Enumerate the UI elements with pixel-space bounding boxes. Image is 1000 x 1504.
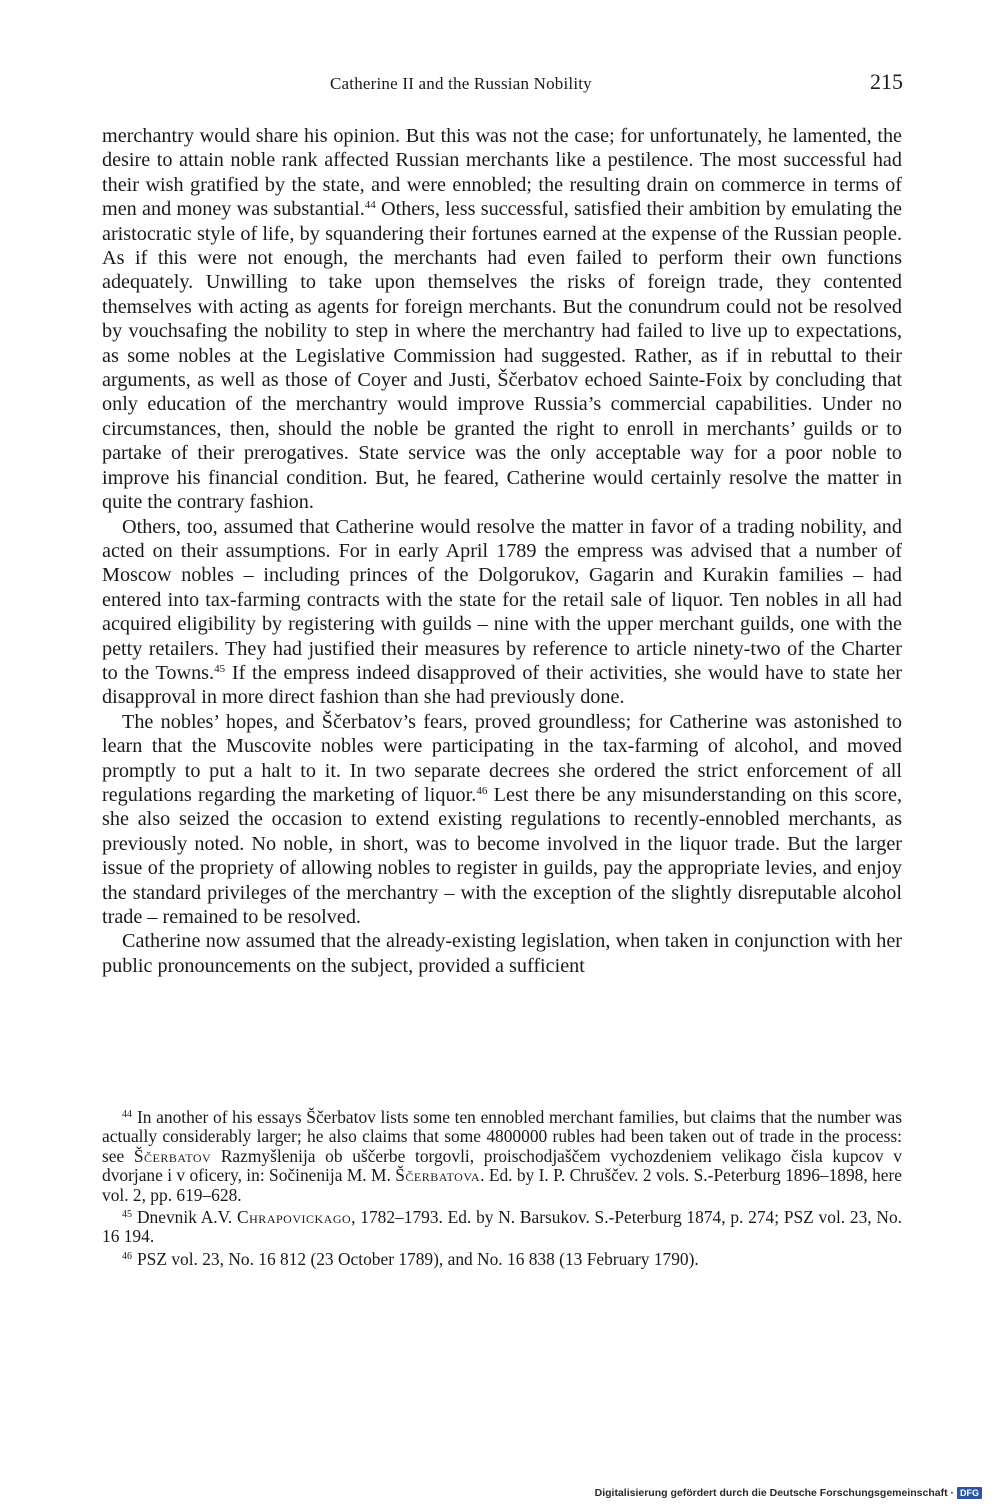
paragraph-1-text-b: Others, less successful, satisfied their ambition by emulating the aristocratic style of life, by squandering their fortunes earned at the expense of the Russian people. As if this were not enough, the merchants had even failed to perform their own functions adequately. Unwilling to take upon themselves the risks of foreign trade, they contented themselves with acting as agents for foreign merchants. But the conundrum could not be resolved by vouchsafing the nobility to step in where the merchantry had failed to live up to expectations, as some nobles at the Legislative Commission had suggested. Rather, as if in rebuttal to their arguments, as well as those of Coyer and Justi, Ščerbatov echoed Sainte-Foix by concluding that only education of the merchantry would improve Russia’s commercial capabilities. Under no circumstances, then, should the noble be granted the right to enroll in merchants’ guilds or to partake of their prerogatives. State service was the only acceptable way for a poor noble to improve his financial condition. But, he feared, Catherine would certainly resolve the matter in quite the contrary fashion. [102,198,902,514]
footnote-author: Ščerbatov [133,1145,212,1166]
footnote-ref-45: 45 [214,662,226,675]
footnote-text: In another of his essays Ščerbatov lists some ten ennobled merchant families, but claims that the number was actually considerably larger; he also claims that some 4800000 rubles had been taken out of trade in the process: see [102,1107,902,1166]
paragraph-2-text-b: If the empress indeed disapproved of their activities, she would have to state her disapproval in more direct fashion than she had previously done. [102,661,902,709]
running-title: Catherine II and the Russian Nobility [330,74,592,93]
paragraph-1 [102,124,902,515]
dfg-logo: DFG [957,1487,982,1499]
footnote-45 [102,1205,902,1247]
footnote-number: 44 [122,1109,132,1120]
footnote-author: Ščerbatova [395,1165,481,1186]
footnotes [102,1105,902,1269]
paragraph-3-text-a: The nobles’ hopes, and Ščerbatov’s fears, proved groundless; for Catherine was astonished to learn that the Muscovite nobles were participating in the tax-farming of alcohol, and moved promptly to put a halt to it. In two separate decrees she ordered the strict enforcement of all regulations regarding the marketing of liquor. [102,710,902,806]
footnote-46 [102,1247,902,1269]
footnote-number: 46 [122,1250,132,1262]
footnote-ref-44: 44 [364,199,376,212]
paragraph-4-text-a: Catherine now assumed that the already-existing legislation, when taken in conjunction with her public pronouncements on the subject, provided a sufficient [102,930,902,977]
credit-text: Digitalisierung gefördert durch die Deutsche Forschungsgemeinschaft · [594,1487,954,1499]
footnote-44 [102,1105,902,1205]
paragraph-3-text-b: Lest there be any misunderstanding on this score, she also seized the occasion to extend existing regulations to recently-ennobled merchants, as previously noted. No noble, in short, was to become involved in the liquor trade. But the larger issue of the propriety of allowing nobles to register in guilds, pay the appropriate levies, and enjoy the standard privileges of the merchantry – with the exception of the slightly disreputable alcohol trade – remained to be resolved. [102,783,902,928]
page-number: 215 [870,69,903,94]
paragraph-2-text-a: Others, too, assumed that Catherine would resolve the matter in favor of a trading nobility, and acted on their assumptions. For in early April 1789 the empress was advised that a number of Moscow nobles – including princes of the Dolgorukov, Gagarin and Kurakin families – had entered into tax-farming contracts with the state for the retail sale of liquor. Ten nobles in all had acquired eligibility by registering with guilds – nine with the upper merchant guilds, one with the petty retailers. They had justified their measures by reference to article ninety-two of the Charter to the Towns. [102,515,902,684]
digitization-credit [595,1487,982,1499]
footnote-text: Razmyšlenija ob uščerbe torgovli, proischodjaščem vychozdeniem velikago čisla kupcov v dvorjane i v oficery, in: Sočinenija M. M. [102,1145,902,1186]
footnote-text: Dnevnik A.V. [137,1207,238,1228]
body-text [102,124,902,978]
paragraph-3 [102,710,902,930]
footnote-author: Chrapovickago [237,1207,352,1228]
running-head [100,66,903,100]
footnote-number: 45 [122,1209,132,1221]
footnote-text: PSZ vol. 23, No. 16 812 (23 October 1789), and No. 16 838 (13 February 1790). [137,1248,699,1269]
footnote-text: , 1782–1793. Ed. by N. Barsukov. S.-Peterburg 1874, p. 274; PSZ vol. 23, No. 16 194. [102,1207,902,1247]
paragraph-2 [102,515,902,710]
paragraph-1-text-a: merchantry would share his opinion. But this was not the case; for unfortunately, he lamented, the desire to attain noble rank affected Russian merchants like a pestilence. The most successful had their wish gratified by the state, and were ennobled; the resulting drain on commerce in terms of men and money was substantial. [102,125,902,221]
footnote-text: . Ed. by I. P. Chruščev. 2 vols. S.-Peterburg 1896–1898, here vol. 2, pp. 619–628. [102,1165,903,1205]
paragraph-4 [102,929,902,978]
footnote-ref-46: 46 [476,784,488,797]
